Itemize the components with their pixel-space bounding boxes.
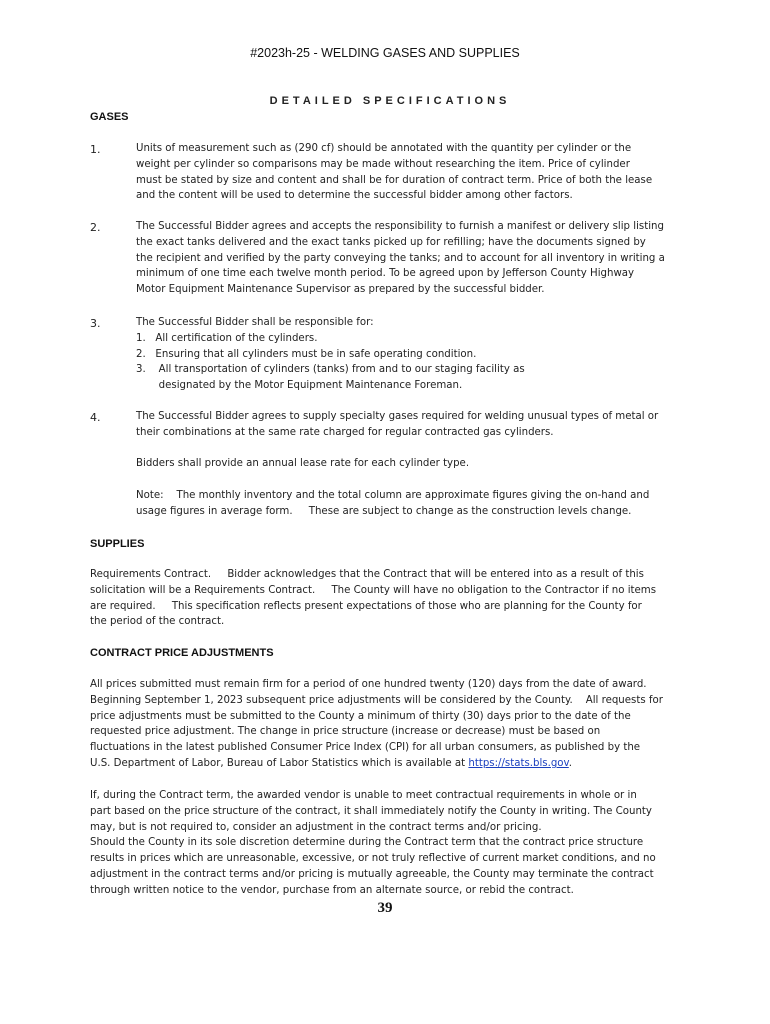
text-line: Units of measurement such as (290 cf) should be annotated with the quantity per cylinder or the xyxy=(136,143,632,154)
gases-item-3-text xyxy=(136,315,525,394)
gases-item-4-number: 4. xyxy=(90,411,101,424)
text-line: fluctuations in the latest published Consumer Price Index (CPI) for all urban consumers, as published by the xyxy=(90,742,641,754)
text-line: are required. This specification reflects present expectations of those who are planning for the County for xyxy=(90,600,642,612)
text-line: and the content will be used to determine the successful bidder among other factors. xyxy=(136,190,573,202)
gases-item-2-number: 2. xyxy=(90,221,101,234)
text-line: If, during the Contract term, the awarded vendor is unable to meet contractual requirements in whole or in xyxy=(90,790,637,801)
text-line: solicitation will be a Requirements Contract. The County will have no obligation to the Contractor if no items xyxy=(90,584,657,596)
lease-rate-note xyxy=(136,456,469,472)
text-line: The Successful Bidder shall be responsible for: xyxy=(136,317,374,328)
text-line: adjustment in the contract terms and/or pricing is mutually agreeable, the County may terminate the contract xyxy=(90,868,654,880)
text-line: results in prices which are unreasonable, excessive, or not truly reflective of current market conditions, and no xyxy=(90,853,656,865)
supplies-text xyxy=(90,567,656,630)
text-line: the period of the contract. xyxy=(90,616,225,628)
text-line: Motor Equipment Maintenance Supervisor as prepared by the successful bidder. xyxy=(136,284,545,296)
text-segment: . xyxy=(568,757,573,769)
text-line: The Successful Bidder agrees and accepts the responsibility to furnish a manifest or delivery slip listing xyxy=(136,221,664,232)
text-line: 2. Ensuring that all cylinders must be in safe operating condition. xyxy=(136,348,477,360)
text-line: the recipient and verified by the party conveying the tanks; and to account for all inventory in writing a xyxy=(136,252,665,264)
text-line: Requirements Contract. Bidder acknowledges that the Contract that will be entered into as a result of this xyxy=(90,569,644,580)
text-line: through written notice to the vendor, purchase from an alternate source, or rebid the contract. xyxy=(90,884,574,896)
text-line: weight per cylinder so comparisons may be made without researching the item. Price of cylinder xyxy=(136,158,630,170)
text-line: may, but is not required to, consider an adjustment in the contract terms and/or pricing. xyxy=(90,821,542,833)
gases-item-3-number: 3. xyxy=(90,317,101,330)
gases-item-2-text xyxy=(136,219,665,298)
text-line: All prices submitted must remain firm for a period of one hundred twenty (120) days from the date of award. xyxy=(90,679,647,690)
text-segment: U.S. Department of Labor, Bureau of Labor Statistics which is available at xyxy=(90,757,469,769)
text-line: usage figures in average form. These are subject to change as the construction levels change. xyxy=(136,505,632,517)
supplies-heading: SUPPLIES xyxy=(90,538,145,550)
bls-link[interactable]: https://stats.bls.gov xyxy=(468,757,569,769)
contract-price-adjustments-heading: CONTRACT PRICE ADJUSTMENTS xyxy=(90,647,274,659)
gases-item-1-text xyxy=(136,141,652,204)
text-line: The Successful Bidder agrees to supply specialty gases required for welding unusual types of metal or xyxy=(136,411,659,422)
gases-heading: GASES xyxy=(90,111,129,123)
page-number: 39 xyxy=(377,900,393,916)
text-line xyxy=(90,756,663,772)
vendor-inability-paragraph xyxy=(90,788,656,899)
text-line: requested price adjustment. The change in price structure (increase or decrease) must be based on xyxy=(90,726,601,738)
price-adjustment-paragraph xyxy=(90,677,663,772)
text-line: must be stated by size and content and shall be for duration of contract term. Price of both the lease xyxy=(136,174,653,186)
text-line: Beginning September 1, 2023 subsequent price adjustments will be considered by the County. All requests for xyxy=(90,694,663,706)
text-line: their combinations at the same rate charged for regular contracted gas cylinders. xyxy=(136,426,554,438)
text-line: designated by the Motor Equipment Maintenance Foreman. xyxy=(136,380,463,392)
text-line: Should the County in its sole discretion determine during the Contract term that the contract price structure xyxy=(90,837,644,849)
text-line: 3. All transportation of cylinders (tanks) from and to our staging facility as xyxy=(136,364,525,376)
document-title: #2023h-25 - WELDING GASES AND SUPPLIES xyxy=(250,46,520,60)
text-line: minimum of one time each twelve month period. To be agreed upon by Jefferson County Highway xyxy=(136,268,635,280)
text-line: Note: The monthly inventory and the total column are approximate figures giving the on-hand and xyxy=(136,490,650,501)
text-line: 1. All certification of the cylinders. xyxy=(136,332,318,344)
text-line: price adjustments must be submitted to the County a minimum of thirty (30) days prior to the date of the xyxy=(90,710,631,722)
gases-item-1-number: 1. xyxy=(90,143,101,156)
gases-item-4-text xyxy=(136,409,658,441)
inventory-note xyxy=(136,488,649,520)
text-line: the exact tanks delivered and the exact tanks picked up for refilling; have the documents signed by xyxy=(136,236,646,248)
detailed-specifications-heading: DETAILED SPECIFICATIONS xyxy=(269,95,511,107)
text-line: part based on the price structure of the contract, it shall immediately notify the County in writing. The County xyxy=(90,805,652,817)
text-line: Bidders shall provide an annual lease rate for each cylinder type. xyxy=(136,458,470,469)
